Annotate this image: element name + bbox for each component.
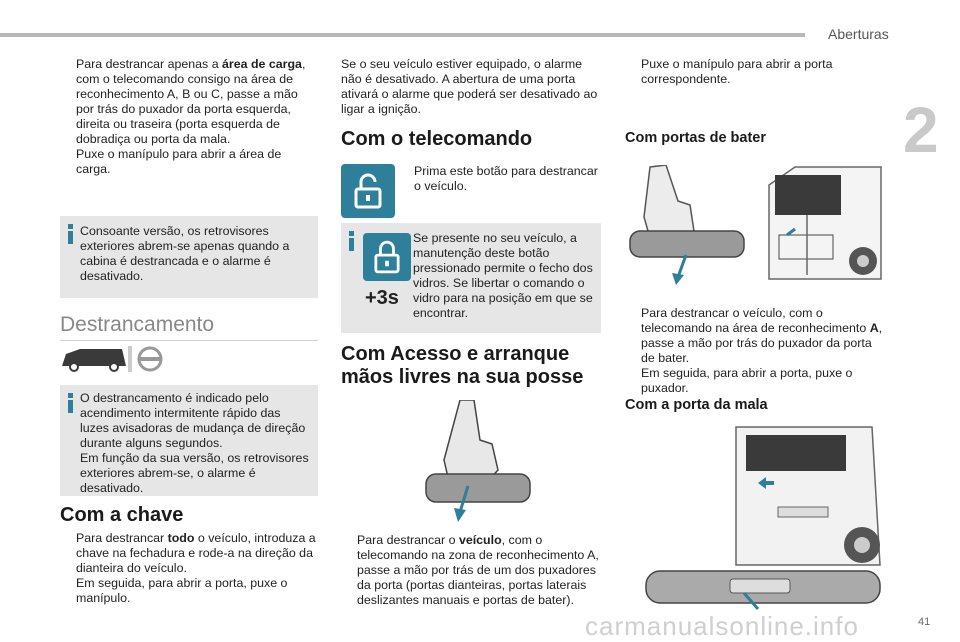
heading-com-a-chave: Com a chave — [60, 504, 184, 526]
bater-bullets — [625, 306, 887, 396]
lock-button-icon — [363, 233, 411, 281]
hold-duration-label: +3s — [365, 287, 399, 309]
heading-destrancamento: Destrancamento — [60, 313, 215, 336]
section-title: Aberturas — [828, 26, 889, 42]
chapter-number: 2 — [903, 94, 939, 166]
divider — [60, 340, 318, 341]
watermark: carmanualsonline.info — [585, 611, 859, 641]
info-icon — [68, 224, 73, 244]
chave-bullets — [60, 531, 318, 606]
bullet-item: Para destrancar o veículo, com o telecomando na zona de reconhecimento A, passe a mão por trás de um dos puxadores da porta (portas dianteiras, portas laterais deslizantes manuais e portas de bater). — [357, 533, 599, 607]
tailgate-illustration — [640, 425, 885, 611]
heading-com-acesso: Com Acesso e arranque mãos livres na sua posse — [341, 343, 584, 388]
heading-portas-de-bater: Com portas de bater — [625, 130, 766, 146]
col1-bullets — [60, 57, 318, 177]
hand-on-rear-handle-illustration — [624, 165, 750, 285]
header-rule — [0, 33, 805, 37]
bullet-item: Puxe o manípulo para abrir a área de carga. — [76, 147, 282, 176]
bullet-item: Em seguida, para abrir a porta, puxe o puxador. — [641, 366, 853, 395]
info-icon — [349, 231, 354, 251]
unlock-button-icon — [341, 164, 395, 218]
bullet-item: Prima este botão para destrancar o veículo. — [414, 164, 598, 193]
col3-bullets — [625, 57, 885, 87]
bullet-item: Em seguida, para abrir a porta, puxe o manípulo. — [76, 576, 288, 605]
bullet-item: Para destrancar apenas a área de carga, com o telecomando consigo na área de reconhecimento A, B ou C, passe a mão por trás do puxador da porta esquerda, direita ou traseira (porta esquerda de dobradiça ou porta da mala. — [76, 57, 306, 146]
heading-porta-da-mala: Com a porta da mala — [625, 397, 768, 413]
acesso-bullets — [341, 533, 603, 608]
info-note: O destrancamento é indicado pelo acendimento intermitente rápido das luzes avisadoras de mudança de direção durante alguns segundos. Em função da sua versão, os retrovisores exteriores abrem-se, o alarme é desativado. — [60, 385, 318, 496]
unlock-pictogram — [60, 344, 172, 374]
info-note: +3s Se presente no seu veículo, a manutenção deste botão pressionado permite o fecho dos vidros. Se libertar o comando o vidro para na posição em que se encontrar. — [341, 223, 601, 333]
bullet-item: Para destrancar o veículo, com o telecomando na área de reconhecimento A, passe a mão por trás do puxador da porta de bater. — [641, 306, 883, 365]
hand-on-handle-illustration — [420, 400, 532, 526]
bullet-item: Para destrancar todo o veículo, introduza a chave na fechadura e rode-a na direção da dianteira do veículo. — [76, 531, 316, 575]
rear-doors-van-illustration — [765, 165, 885, 283]
info-icon — [68, 393, 73, 413]
info-note: Consoante versão, os retrovisores exteriores abrem-se apenas quando a cabina é destrancada e o alarme é desativado. — [60, 216, 318, 298]
page-number: 41 — [918, 616, 931, 628]
col2-intro: Se o seu veículo estiver equipado, o alarme não é desativado. A abertura de uma porta ativará o alarme que poderá ser desativado ao ligar a ignição. — [341, 57, 598, 116]
bullet-item: Puxe o manípulo para abrir a porta correspondente. — [641, 57, 833, 86]
telecomando-bullets — [398, 164, 598, 194]
heading-com-o-telecomando: Com o telecomando — [341, 128, 533, 150]
